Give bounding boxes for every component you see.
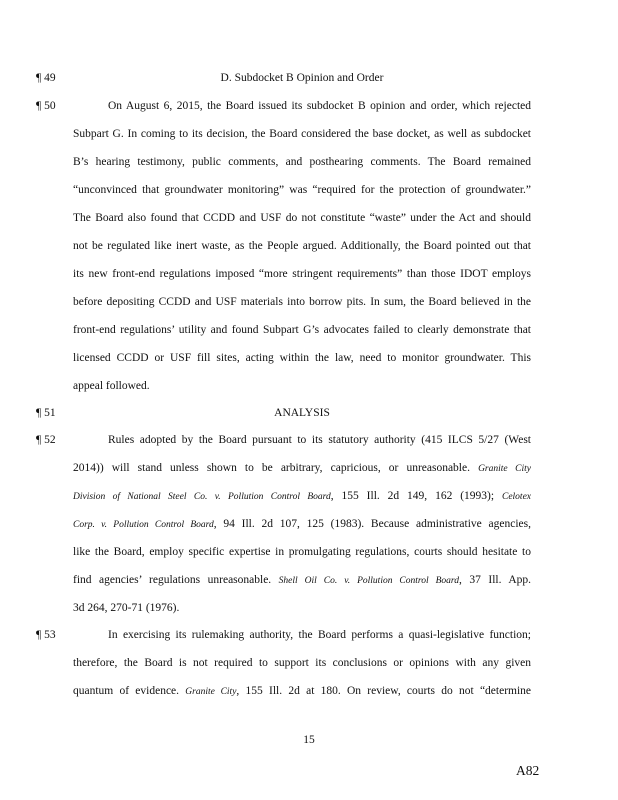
text-segment: find agencies’ regulations unreasonable. xyxy=(73,574,272,586)
paragraph-number: ¶ 50 xyxy=(36,100,56,112)
text-line: licensed CCDD or USF fill sites, acting within the law, need to monitor groundwater. This xyxy=(73,352,531,364)
paragraph-number: ¶ 51 xyxy=(36,407,56,419)
text-line: therefore, the Board is not required to support its conclusions or opinions with any given xyxy=(73,657,531,669)
text-line xyxy=(73,462,531,474)
text-segment: , 155 Ill. 2d 149, 162 (1993); xyxy=(330,490,495,502)
case-citation: Granite City xyxy=(185,687,237,697)
exhibit-label: A82 xyxy=(516,763,540,778)
text-segment: quantum of evidence. xyxy=(73,685,180,697)
case-citation: Division of National Steel Co. v. Pollution Control Board xyxy=(73,492,331,502)
text-line: Subpart G. In coming to its decision, the Board considered the base docket, as well as subdocket xyxy=(73,128,531,140)
text-line xyxy=(73,490,531,502)
text-line: appeal followed. xyxy=(73,380,150,392)
text-line: its new front-end regulations imposed “more stringent requirements” than those IDOT employs xyxy=(73,268,531,280)
paragraph-number: ¶ 53 xyxy=(36,629,56,641)
text-line xyxy=(73,685,531,697)
text-line: before depositing CCDD and USF materials into borrow pits. In sum, the Board believed in the xyxy=(73,296,531,308)
text-line: not be regulated like inert waste, as the People argued. Additionally, the Board pointed out that xyxy=(73,240,531,252)
text-line: On August 6, 2015, the Board issued its subdocket B opinion and order, which rejected xyxy=(108,100,531,112)
text-segment: , 94 Ill. 2d 107, 125 (1983). Because administrative agencies, xyxy=(213,518,531,530)
case-citation: Granite City xyxy=(478,464,532,474)
text-segment: 2014)) will stand unless shown to be arbitrary, capricious, or unreasonable. xyxy=(73,462,470,474)
text-segment: , 37 Ill. App. xyxy=(459,574,531,586)
text-line: like the Board, employ specific expertise in promulgating regulations, courts should hesitate to xyxy=(73,546,531,558)
section-heading: ANALYSIS xyxy=(274,407,330,419)
paragraph-number: ¶ 49 xyxy=(36,72,56,84)
text-line: 3d 264, 270-71 (1976). xyxy=(73,602,180,614)
text-line: B’s hearing testimony, public comments, and posthearing comments. The Board remained xyxy=(73,156,531,168)
text-line: front-end regulations’ utility and found Subpart G’s advocates failed to clearly demonstrate that xyxy=(73,324,531,336)
case-citation: Corp. v. Pollution Control Board xyxy=(73,520,214,530)
text-segment: , 155 Ill. 2d at 180. On review, courts do not “determine xyxy=(236,685,532,697)
case-citation: Shell Oil Co. v. Pollution Control Board xyxy=(278,576,460,586)
text-line: Rules adopted by the Board pursuant to its statutory authority (415 ILCS 5/27 (West xyxy=(108,434,531,446)
text-line: In exercising its rulemaking authority, the Board performs a quasi-legislative function; xyxy=(108,629,531,641)
text-line: The Board also found that CCDD and USF do not constitute “waste” under the Act and should xyxy=(73,212,531,224)
case-citation: Celotex xyxy=(501,492,531,502)
paragraph-number: ¶ 52 xyxy=(36,434,56,446)
page-number: 15 xyxy=(303,734,315,746)
text-line: “unconvinced that groundwater monitoring” was “required for the protection of groundwater.” xyxy=(73,184,531,196)
text-line xyxy=(73,518,531,530)
text-line xyxy=(73,574,531,586)
section-heading: D. Subdocket B Opinion and Order xyxy=(220,72,384,84)
